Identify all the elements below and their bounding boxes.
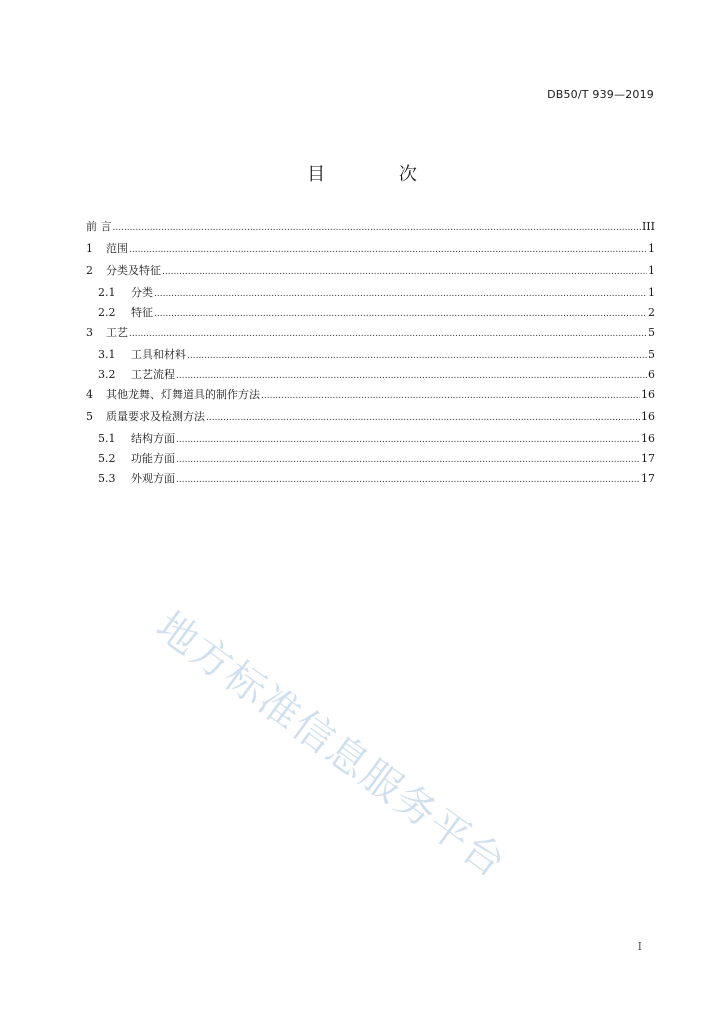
toc-entry-number: 2.1	[98, 286, 116, 299]
toc-entry-label: 特征	[131, 306, 153, 319]
toc-leader-dots	[129, 329, 647, 339]
toc-entry-5[interactable]	[86, 408, 655, 430]
toc-entry-label: 外观方面	[131, 472, 175, 485]
toc-title: 目 次	[307, 164, 451, 185]
toc-entry-page: 2	[648, 306, 655, 319]
toc-entry-2-1[interactable]	[86, 284, 655, 304]
toc-entry-label: 范围	[106, 242, 128, 255]
toc-leader-dots	[162, 267, 647, 277]
toc-entry-label: 分类	[131, 286, 153, 299]
toc-entry-label: 结构方面	[131, 432, 175, 445]
toc-leader-dots	[176, 371, 647, 381]
toc-entry-5-1[interactable]	[86, 430, 655, 450]
toc-entry-page: 17	[641, 452, 655, 465]
toc-entry-5-2[interactable]	[86, 450, 655, 470]
toc-leader-dots	[176, 475, 640, 485]
toc-entry-5-3[interactable]	[86, 470, 655, 490]
toc-leader-dots	[113, 223, 641, 233]
toc-entry-label: 工艺流程	[131, 368, 175, 381]
toc-entry-number: 5.2	[98, 452, 116, 465]
toc-entry-number: 5.3	[98, 472, 116, 485]
page-number: I	[637, 940, 642, 953]
toc-entry-1[interactable]	[86, 240, 655, 262]
watermark: 地方标准信息服务平台	[147, 603, 515, 888]
toc-entry-page: III	[641, 220, 655, 233]
toc-leader-dots	[154, 289, 647, 299]
toc-entry-3-1[interactable]	[86, 346, 655, 366]
toc-entry-3-2[interactable]	[86, 366, 655, 386]
standard-code: DB50/T 939—2019	[547, 88, 654, 101]
toc-leader-dots	[176, 435, 640, 445]
toc-entry-page: 5	[648, 348, 655, 361]
toc-leader-dots	[187, 351, 647, 361]
toc-entry-number: 3.1	[98, 348, 116, 361]
toc-entry-3[interactable]	[86, 324, 655, 346]
toc-entry-label: 工具和材料	[131, 348, 186, 361]
toc-entry-label: 前 言	[86, 220, 112, 233]
table-of-contents	[86, 218, 655, 490]
toc-entry-2[interactable]	[86, 262, 655, 284]
toc-entry-page: 1	[648, 286, 655, 299]
toc-entry-number: 4	[86, 388, 93, 401]
toc-leader-dots	[176, 455, 640, 465]
toc-entry-label: 工艺	[106, 326, 128, 339]
toc-leader-dots	[206, 413, 640, 423]
toc-leader-dots	[154, 309, 647, 319]
toc-entry-label: 功能方面	[131, 452, 175, 465]
toc-entry-page: 5	[648, 326, 655, 339]
toc-entry-number: 1	[86, 242, 93, 255]
toc-entry-page: 17	[641, 472, 655, 485]
toc-entry-page: 16	[641, 432, 655, 445]
toc-entry-page: 1	[648, 264, 655, 277]
toc-entry-4[interactable]	[86, 386, 655, 408]
toc-entry-number: 5	[86, 410, 93, 423]
toc-entry-label: 分类及特征	[106, 264, 161, 277]
toc-leader-dots	[261, 391, 640, 401]
toc-entry-number: 3	[86, 326, 93, 339]
toc-entry-foreword[interactable]	[86, 218, 655, 240]
toc-entry-number: 2.2	[98, 306, 116, 319]
toc-entry-number: 2	[86, 264, 93, 277]
toc-entry-2-2[interactable]	[86, 304, 655, 324]
toc-entry-label: 其他龙舞、灯舞道具的制作方法	[106, 388, 260, 401]
toc-entry-page: 6	[648, 368, 655, 381]
toc-entry-number: 3.2	[98, 368, 116, 381]
toc-entry-label: 质量要求及检测方法	[106, 410, 205, 423]
toc-entry-page: 16	[641, 410, 655, 423]
toc-entry-page: 1	[648, 242, 655, 255]
toc-entry-page: 16	[641, 388, 655, 401]
toc-entry-number: 5.1	[98, 432, 116, 445]
toc-leader-dots	[129, 245, 647, 255]
